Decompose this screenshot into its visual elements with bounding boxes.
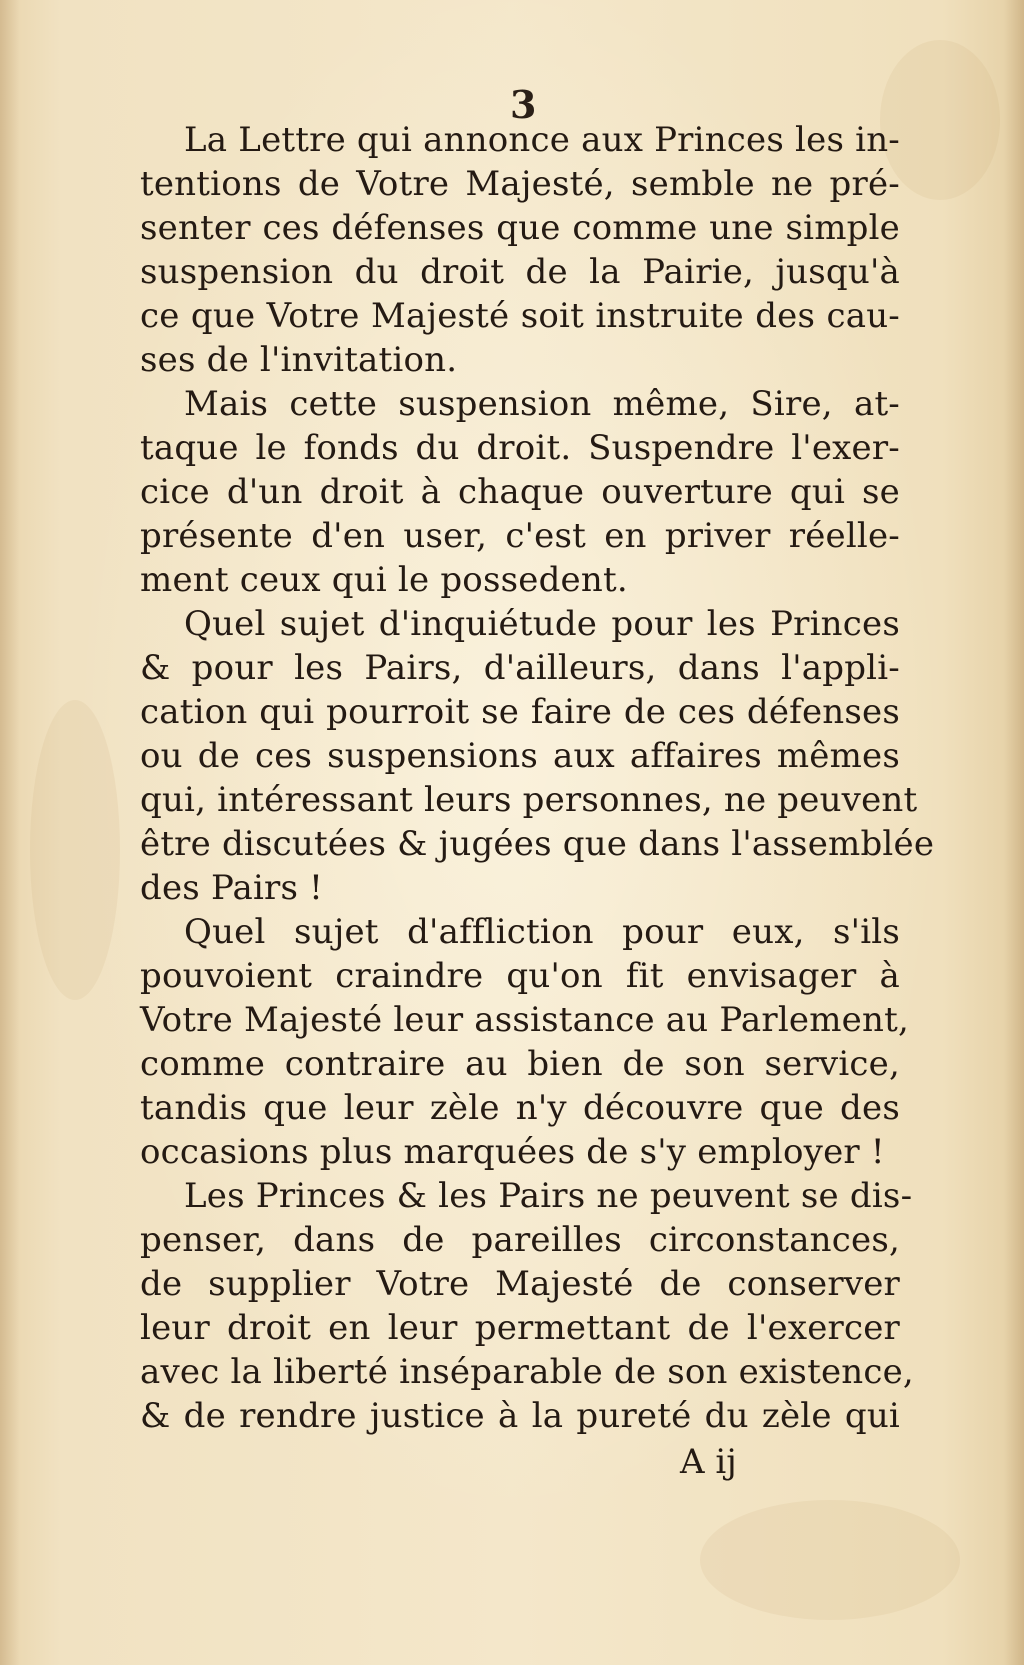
text-line: occasions plus marquées de s'y employer ! <box>140 1132 885 1172</box>
text-line: taque le fonds du droit. Suspendre l'exer- <box>140 428 900 468</box>
page-number: 3 <box>510 82 537 127</box>
text-line: penser, dans de pareilles circonstances, <box>140 1220 900 1260</box>
text-line: pouvoient craindre qu'on fit envisager à <box>140 956 900 996</box>
text-line: Quel sujet d'affliction pour eux, s'ils <box>184 912 900 952</box>
text-line: Les Princes & les Pairs ne peuvent se dis- <box>184 1176 913 1216</box>
text-line: Votre Majesté leur assistance au Parlement, <box>140 1000 909 1040</box>
text-line: senter ces défenses que comme une simple <box>140 208 900 248</box>
text-line: La Lettre qui annonce aux Princes les in- <box>184 120 900 160</box>
text-line: des Pairs ! <box>140 868 324 908</box>
text-line: Quel sujet d'inquiétude pour les Princes <box>184 604 900 644</box>
body-text <box>140 118 935 1438</box>
text-line: suspension du droit de la Pairie, jusqu'à <box>140 252 900 292</box>
text-line: tandis que leur zèle n'y découvre que des <box>140 1088 900 1128</box>
text-line: Mais cette suspension même, Sire, at- <box>184 384 900 424</box>
text-line: cation qui pourroit se faire de ces défenses <box>140 692 900 732</box>
text-line: avec la liberté inséparable de son existence, <box>140 1352 914 1392</box>
text-line: qui, intéressant leurs personnes, ne peuvent <box>140 780 918 820</box>
paper-stain <box>700 1500 960 1620</box>
text-line: comme contraire au bien de son service, <box>140 1044 900 1084</box>
text-line: ment ceux qui le possedent. <box>140 560 628 600</box>
right-page-edge <box>1004 0 1024 1665</box>
text-line: & de rendre justice à la pureté du zèle qui <box>140 1396 900 1436</box>
text-line: être discutées & jugées que dans l'assemblée <box>140 824 935 864</box>
left-page-edge <box>0 0 20 1665</box>
text-line: cice d'un droit à chaque ouverture qui se <box>140 472 900 512</box>
text-line: tentions de Votre Majesté, semble ne pré- <box>140 164 900 204</box>
text-line: de supplier Votre Majesté de conserver <box>140 1264 900 1304</box>
signature-mark: A ij <box>680 1442 737 1482</box>
paper-stain <box>30 700 120 1000</box>
text-line: ses de l'invitation. <box>140 340 458 380</box>
text-line: leur droit en leur permettant de l'exercer <box>140 1308 900 1348</box>
text-line: ou de ces suspensions aux affaires mêmes <box>140 736 900 776</box>
text-line: ce que Votre Majesté soit instruite des cau- <box>140 296 900 336</box>
text-line: & pour les Pairs, d'ailleurs, dans l'appli- <box>140 648 900 688</box>
text-line: présente d'en user, c'est en priver réelle- <box>140 516 900 556</box>
